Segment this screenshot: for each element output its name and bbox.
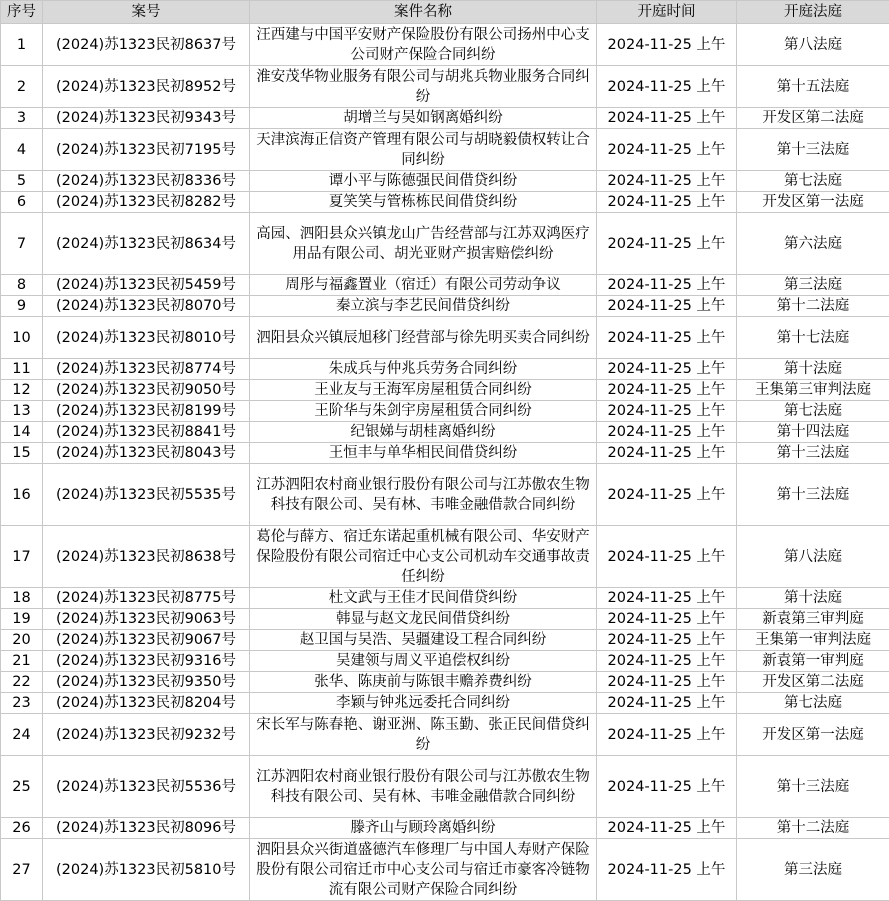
table-row [1, 756, 889, 818]
row-hearing-time: 2024-11-25 上午 [597, 359, 737, 380]
row-courtroom: 第三法庭 [737, 839, 889, 901]
table-row [1, 526, 889, 588]
row-courtroom: 王集第三审判法庭 [737, 380, 889, 401]
header-court: 开庭法庭 [737, 1, 889, 24]
row-case-number: (2024)苏1323民初9232号 [43, 714, 250, 756]
row-hearing-time: 2024-11-25 上午 [597, 839, 737, 901]
row-no: 11 [1, 359, 43, 380]
row-case-number: (2024)苏1323民初8634号 [43, 213, 250, 275]
row-no: 7 [1, 213, 43, 275]
table-row [1, 296, 889, 317]
row-case-name: 江苏泗阳农村商业银行股份有限公司与江苏傲农生物科技有限公司、吴有林、韦唯金融借款合同纠纷 [250, 756, 597, 818]
table-row [1, 588, 889, 609]
row-case-number: (2024)苏1323民初5535号 [43, 464, 250, 526]
row-case-number: (2024)苏1323民初8638号 [43, 526, 250, 588]
row-no: 16 [1, 464, 43, 526]
row-case-name: 朱成兵与仲兆兵劳务合同纠纷 [250, 359, 597, 380]
row-no: 26 [1, 818, 43, 839]
table-row [1, 818, 889, 839]
row-courtroom: 第八法庭 [737, 24, 889, 66]
row-no: 2 [1, 66, 43, 108]
table-row [1, 380, 889, 401]
row-hearing-time: 2024-11-25 上午 [597, 24, 737, 66]
row-case-name: 张华、陈庚前与陈银丰赡养费纠纷 [250, 672, 597, 693]
header-name: 案件名称 [250, 1, 597, 24]
table-row [1, 66, 889, 108]
row-case-name: 纪银娣与胡桂离婚纠纷 [250, 422, 597, 443]
table-row [1, 359, 889, 380]
row-case-number: (2024)苏1323民初8199号 [43, 401, 250, 422]
row-courtroom: 开发区第一法庭 [737, 714, 889, 756]
table-body [1, 24, 889, 901]
row-courtroom: 第七法庭 [737, 401, 889, 422]
row-courtroom: 第十五法庭 [737, 66, 889, 108]
row-no: 3 [1, 108, 43, 129]
row-no: 5 [1, 171, 43, 192]
row-courtroom: 第十七法庭 [737, 317, 889, 359]
header-case: 案号 [43, 1, 250, 24]
row-hearing-time: 2024-11-25 上午 [597, 380, 737, 401]
header-no: 序号 [1, 1, 43, 24]
row-case-number: (2024)苏1323民初8282号 [43, 192, 250, 213]
row-hearing-time: 2024-11-25 上午 [597, 213, 737, 275]
table-row [1, 171, 889, 192]
row-case-number: (2024)苏1323民初9067号 [43, 630, 250, 651]
row-hearing-time: 2024-11-25 上午 [597, 401, 737, 422]
row-case-number: (2024)苏1323民初9050号 [43, 380, 250, 401]
row-case-number: (2024)苏1323民初5810号 [43, 839, 250, 901]
row-no: 24 [1, 714, 43, 756]
row-case-name: 韩显与赵文龙民间借贷纠纷 [250, 609, 597, 630]
row-hearing-time: 2024-11-25 上午 [597, 630, 737, 651]
row-hearing-time: 2024-11-25 上午 [597, 526, 737, 588]
row-courtroom: 第十三法庭 [737, 464, 889, 526]
table-row [1, 317, 889, 359]
row-no: 13 [1, 401, 43, 422]
row-hearing-time: 2024-11-25 上午 [597, 171, 737, 192]
row-case-name: 秦立滨与李艺民间借贷纠纷 [250, 296, 597, 317]
row-courtroom: 开发区第一法庭 [737, 192, 889, 213]
row-courtroom: 第十三法庭 [737, 756, 889, 818]
row-case-name: 天津滨海正信资产管理有限公司与胡晓毅债权转让合同纠纷 [250, 129, 597, 171]
row-hearing-time: 2024-11-25 上午 [597, 672, 737, 693]
row-case-number: (2024)苏1323民初8204号 [43, 693, 250, 714]
row-hearing-time: 2024-11-25 上午 [597, 108, 737, 129]
row-case-number: (2024)苏1323民初8010号 [43, 317, 250, 359]
table-row [1, 630, 889, 651]
row-case-name: 夏笑笑与管栋栋民间借贷纠纷 [250, 192, 597, 213]
row-no: 22 [1, 672, 43, 693]
row-no: 9 [1, 296, 43, 317]
row-case-number: (2024)苏1323民初8841号 [43, 422, 250, 443]
table-row [1, 609, 889, 630]
row-case-number: (2024)苏1323民初8952号 [43, 66, 250, 108]
row-case-name: 泗阳县众兴街道盛德汽车修理厂与中国人寿财产保险股份有限公司宿迁市中心支公司与宿迁市豪客冷链物流有限公司财产保险合同纠纷 [250, 839, 597, 901]
row-hearing-time: 2024-11-25 上午 [597, 317, 737, 359]
row-no: 21 [1, 651, 43, 672]
row-case-number: (2024)苏1323民初8043号 [43, 443, 250, 464]
row-courtroom: 王集第一审判法庭 [737, 630, 889, 651]
row-courtroom: 第十四法庭 [737, 422, 889, 443]
row-case-number: (2024)苏1323民初8637号 [43, 24, 250, 66]
row-hearing-time: 2024-11-25 上午 [597, 443, 737, 464]
table-row [1, 651, 889, 672]
row-case-number: (2024)苏1323民初9350号 [43, 672, 250, 693]
row-case-number: (2024)苏1323民初5536号 [43, 756, 250, 818]
table-row [1, 464, 889, 526]
row-hearing-time: 2024-11-25 上午 [597, 651, 737, 672]
table-row [1, 108, 889, 129]
row-case-name: 滕齐山与顾玲离婚纠纷 [250, 818, 597, 839]
row-case-name: 赵卫国与吴浩、吴疆建设工程合同纠纷 [250, 630, 597, 651]
row-courtroom: 新袁第一审判庭 [737, 651, 889, 672]
row-case-number: (2024)苏1323民初9343号 [43, 108, 250, 129]
row-case-name: 吴建领与周义平追偿权纠纷 [250, 651, 597, 672]
header-row [1, 1, 889, 24]
row-courtroom: 第十三法庭 [737, 129, 889, 171]
table-row [1, 275, 889, 296]
row-no: 12 [1, 380, 43, 401]
table-row [1, 672, 889, 693]
row-hearing-time: 2024-11-25 上午 [597, 275, 737, 296]
row-case-name: 王业友与王海军房屋租赁合同纠纷 [250, 380, 597, 401]
row-courtroom: 第八法庭 [737, 526, 889, 588]
table-row [1, 213, 889, 275]
row-hearing-time: 2024-11-25 上午 [597, 129, 737, 171]
table-row [1, 422, 889, 443]
row-case-name: 周彤与福鑫置业（宿迁）有限公司劳动争议 [250, 275, 597, 296]
row-hearing-time: 2024-11-25 上午 [597, 66, 737, 108]
row-case-name: 谭小平与陈德强民间借贷纠纷 [250, 171, 597, 192]
table-row [1, 401, 889, 422]
row-case-name: 宋长军与陈春艳、谢亚洲、陈玉勤、张正民间借贷纠纷 [250, 714, 597, 756]
row-case-name: 汪西建与中国平安财产保险股份有限公司扬州中心支公司财产保险合同纠纷 [250, 24, 597, 66]
row-case-number: (2024)苏1323民初8070号 [43, 296, 250, 317]
row-no: 17 [1, 526, 43, 588]
table-row [1, 839, 889, 901]
row-courtroom: 开发区第二法庭 [737, 672, 889, 693]
row-case-number: (2024)苏1323民初8096号 [43, 818, 250, 839]
row-no: 27 [1, 839, 43, 901]
row-case-number: (2024)苏1323民初8775号 [43, 588, 250, 609]
row-hearing-time: 2024-11-25 上午 [597, 422, 737, 443]
row-courtroom: 新袁第三审判庭 [737, 609, 889, 630]
row-case-name: 高园、泗阳县众兴镇龙山广告经营部与江苏双鸿医疗用品有限公司、胡光亚财产损害赔偿纠纷 [250, 213, 597, 275]
row-case-name: 胡增兰与吴如钢离婚纠纷 [250, 108, 597, 129]
row-case-name: 江苏泗阳农村商业银行股份有限公司与江苏傲农生物科技有限公司、吴有林、韦唯金融借款合同纠纷 [250, 464, 597, 526]
row-no: 14 [1, 422, 43, 443]
header-time: 开庭时间 [597, 1, 737, 24]
row-courtroom: 开发区第二法庭 [737, 108, 889, 129]
row-no: 25 [1, 756, 43, 818]
row-case-number: (2024)苏1323民初8774号 [43, 359, 250, 380]
table-row [1, 129, 889, 171]
row-no: 8 [1, 275, 43, 296]
row-hearing-time: 2024-11-25 上午 [597, 693, 737, 714]
row-case-number: (2024)苏1323民初7195号 [43, 129, 250, 171]
row-hearing-time: 2024-11-25 上午 [597, 756, 737, 818]
table-row [1, 192, 889, 213]
row-case-name: 葛伦与薛方、宿迁东诺起重机械有限公司、华安财产保险股份有限公司宿迁中心支公司机动车交通事故责任纠纷 [250, 526, 597, 588]
row-hearing-time: 2024-11-25 上午 [597, 588, 737, 609]
row-hearing-time: 2024-11-25 上午 [597, 714, 737, 756]
row-hearing-time: 2024-11-25 上午 [597, 192, 737, 213]
row-hearing-time: 2024-11-25 上午 [597, 818, 737, 839]
row-case-name: 王恒丰与单华相民间借贷纠纷 [250, 443, 597, 464]
row-no: 19 [1, 609, 43, 630]
row-no: 6 [1, 192, 43, 213]
row-courtroom: 第十二法庭 [737, 818, 889, 839]
row-no: 15 [1, 443, 43, 464]
row-case-number: (2024)苏1323民初8336号 [43, 171, 250, 192]
row-courtroom: 第十法庭 [737, 588, 889, 609]
row-hearing-time: 2024-11-25 上午 [597, 296, 737, 317]
row-no: 1 [1, 24, 43, 66]
table-row [1, 24, 889, 66]
row-no: 23 [1, 693, 43, 714]
row-case-name: 杜文武与王佳才民间借贷纠纷 [250, 588, 597, 609]
row-no: 4 [1, 129, 43, 171]
row-case-number: (2024)苏1323民初5459号 [43, 275, 250, 296]
row-no: 10 [1, 317, 43, 359]
row-case-number: (2024)苏1323民初9063号 [43, 609, 250, 630]
row-case-number: (2024)苏1323民初9316号 [43, 651, 250, 672]
row-courtroom: 第七法庭 [737, 693, 889, 714]
row-no: 18 [1, 588, 43, 609]
row-hearing-time: 2024-11-25 上午 [597, 464, 737, 526]
row-case-name: 李颖与钟兆远委托合同纠纷 [250, 693, 597, 714]
row-case-name: 王阶华与朱剑宇房屋租赁合同纠纷 [250, 401, 597, 422]
row-courtroom: 第十二法庭 [737, 296, 889, 317]
table-row [1, 443, 889, 464]
table-row [1, 714, 889, 756]
row-case-name: 淮安茂华物业服务有限公司与胡兆兵物业服务合同纠纷 [250, 66, 597, 108]
row-hearing-time: 2024-11-25 上午 [597, 609, 737, 630]
row-courtroom: 第六法庭 [737, 213, 889, 275]
row-courtroom: 第十三法庭 [737, 443, 889, 464]
row-courtroom: 第十法庭 [737, 359, 889, 380]
row-courtroom: 第三法庭 [737, 275, 889, 296]
row-case-name: 泗阳县众兴镇辰旭移门经营部与徐先明买卖合同纠纷 [250, 317, 597, 359]
table-row [1, 693, 889, 714]
row-no: 20 [1, 630, 43, 651]
row-courtroom: 第七法庭 [737, 171, 889, 192]
